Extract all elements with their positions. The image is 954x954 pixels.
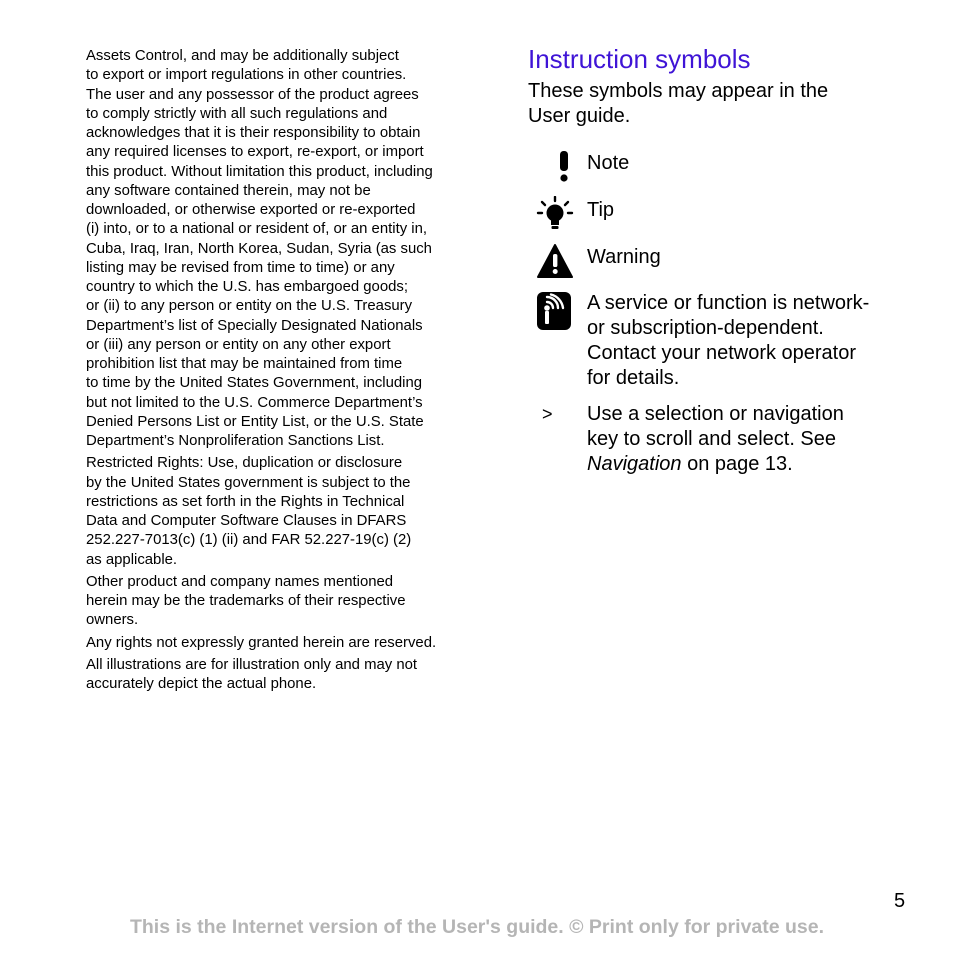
instruction-symbols-section (528, 41, 928, 475)
symbol-label-tip: Tip (587, 199, 615, 221)
symbol-label-note: Note (587, 152, 630, 174)
warning-triangle-icon (536, 243, 574, 281)
navigation-description (587, 402, 927, 477)
footer-notice: This is the Internet version of the User's guide. © Print only for private use. (129, 916, 825, 938)
legal-paragraph-rights-reserved: Any rights not expressly granted herein are reserved. (86, 634, 437, 651)
page-number: 5 (894, 890, 906, 912)
navigation-text-before: Use a selection or navigation key to scroll and select. See (587, 403, 844, 450)
symbol-label-network-service: A service or function is network- or subscription-dependent. Contact your network operator for details. (587, 292, 870, 389)
symbol-label-warning: Warning (587, 246, 661, 268)
section-intro: These symbols may appear in the User guide. (528, 80, 829, 127)
legal-paragraph-trademarks: Other product and company names mentioned herein may be the trademarks of their respective owners. (86, 573, 406, 629)
navigation-text-after: on page 13. (681, 453, 793, 475)
legal-paragraph-restricted-rights: Restricted Rights: Use, duplication or disclosure by the United States government is subject to the restrictions as set forth in the Rights in Technical Data and Computer Software Clauses in DFARS 252.227-7013(c) (1) (ii) and FAR 52.227-19(c) (2) as applicable. (86, 455, 412, 568)
tip-lightbulb-icon (536, 196, 574, 234)
navigation-link[interactable]: Navigation (587, 453, 682, 475)
section-title: Instruction symbols (528, 44, 751, 74)
navigation-arrow-symbol: > (542, 404, 553, 424)
legal-paragraph-export: Assets Control, and may be additionally subject to export or import regulations in other countries. The user and any possessor of the product agrees to comply strictly with all such regulations and acknowledges that it is their responsibility to obtain any required licenses to export, re-export, or import this product. Without limitation this product, including any software contained therein, may not be downloaded, or otherwise exported or re-exported (i) into, or to a national or resident of, or an entity in, Cuba, Iraq, Iran, North Korea, Sudan, Syria (as such listing may be revised from time to time) or any country to which the U.S. has embargoed goods; or (ii) to any person or entity on the U.S. Treasury Department’s list of Specially Designated Nationals or (iii) any person or entity on any other export prohibition list that may be maintained from time to time by the United States Government, including but not limited to the U.S. Commerce Department’s Denied Persons List or Entity List, or the U.S. State Department’s Nonproliferation Sanctions List. (86, 48, 433, 449)
legal-text-column (86, 47, 471, 697)
note-exclamation-icon (536, 149, 574, 187)
network-service-icon (536, 291, 572, 331)
legal-paragraph-illustrations: All illustrations are for illustration only and may not accurately depict the actual phone. (86, 656, 418, 692)
